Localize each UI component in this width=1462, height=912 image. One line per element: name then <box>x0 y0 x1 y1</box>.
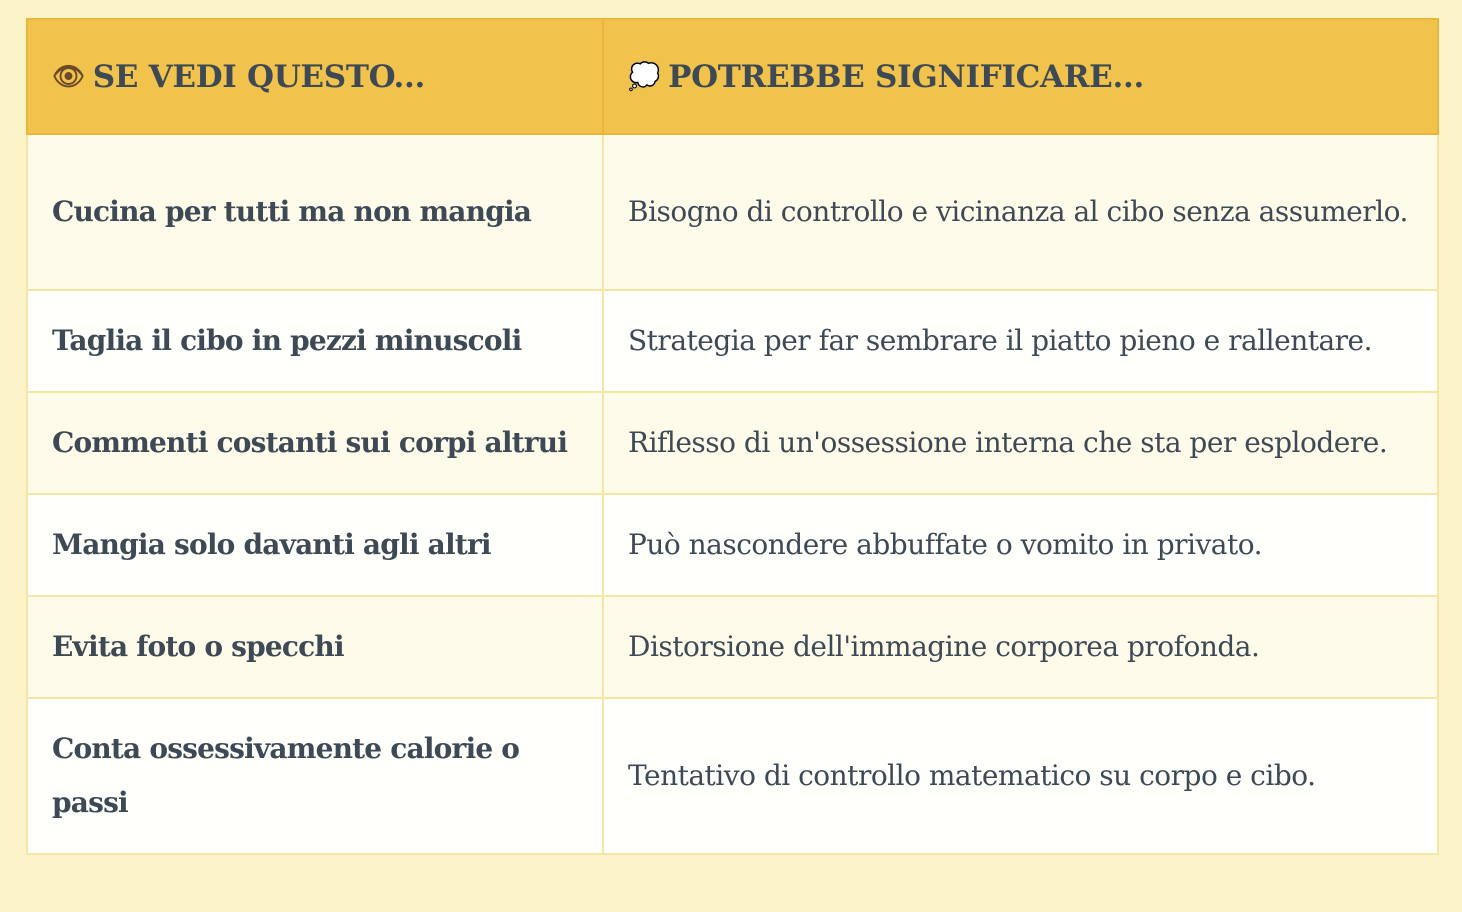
sign-cell: Mangia solo davanti agli altri <box>27 494 603 596</box>
meaning-cell: Bisogno di controllo e vicinanza al cibo senza assumerlo. <box>603 134 1438 290</box>
sign-cell: Cucina per tutti ma non mangia <box>27 134 603 290</box>
header-row <box>27 19 1438 134</box>
sign-cell: Evita foto o specchi <box>27 596 603 698</box>
header-label-could-mean: POTREBBE SIGNIFICARE... <box>668 58 1144 95</box>
table-row <box>27 698 1438 854</box>
eye-icon: 👁 <box>52 61 85 92</box>
table-header <box>27 19 1438 134</box>
thought-bubble-icon: 💭 <box>628 61 661 92</box>
header-cell-see-this <box>27 19 603 134</box>
meaning-cell: Tentativo di controllo matematico su corpo e cibo. <box>603 698 1438 854</box>
signs-table-container <box>26 18 1437 855</box>
header-label-see-this: SE VEDI QUESTO... <box>92 58 425 95</box>
signs-table <box>26 18 1439 855</box>
meaning-cell: Distorsione dell'immagine corporea profonda. <box>603 596 1438 698</box>
table-row <box>27 392 1438 494</box>
table-row <box>27 494 1438 596</box>
meaning-cell: Può nascondere abbuffate o vomito in privato. <box>603 494 1438 596</box>
table-row <box>27 134 1438 290</box>
table-body <box>27 134 1438 854</box>
meaning-cell: Strategia per far sembrare il piatto pieno e rallentare. <box>603 290 1438 392</box>
table-row <box>27 290 1438 392</box>
header-cell-could-mean <box>603 19 1438 134</box>
table-row <box>27 596 1438 698</box>
sign-cell: Conta ossessivamente calorie o passi <box>27 698 603 854</box>
sign-cell: Taglia il cibo in pezzi minuscoli <box>27 290 603 392</box>
sign-cell: Commenti costanti sui corpi altrui <box>27 392 603 494</box>
meaning-cell: Riflesso di un'ossessione interna che sta per esplodere. <box>603 392 1438 494</box>
